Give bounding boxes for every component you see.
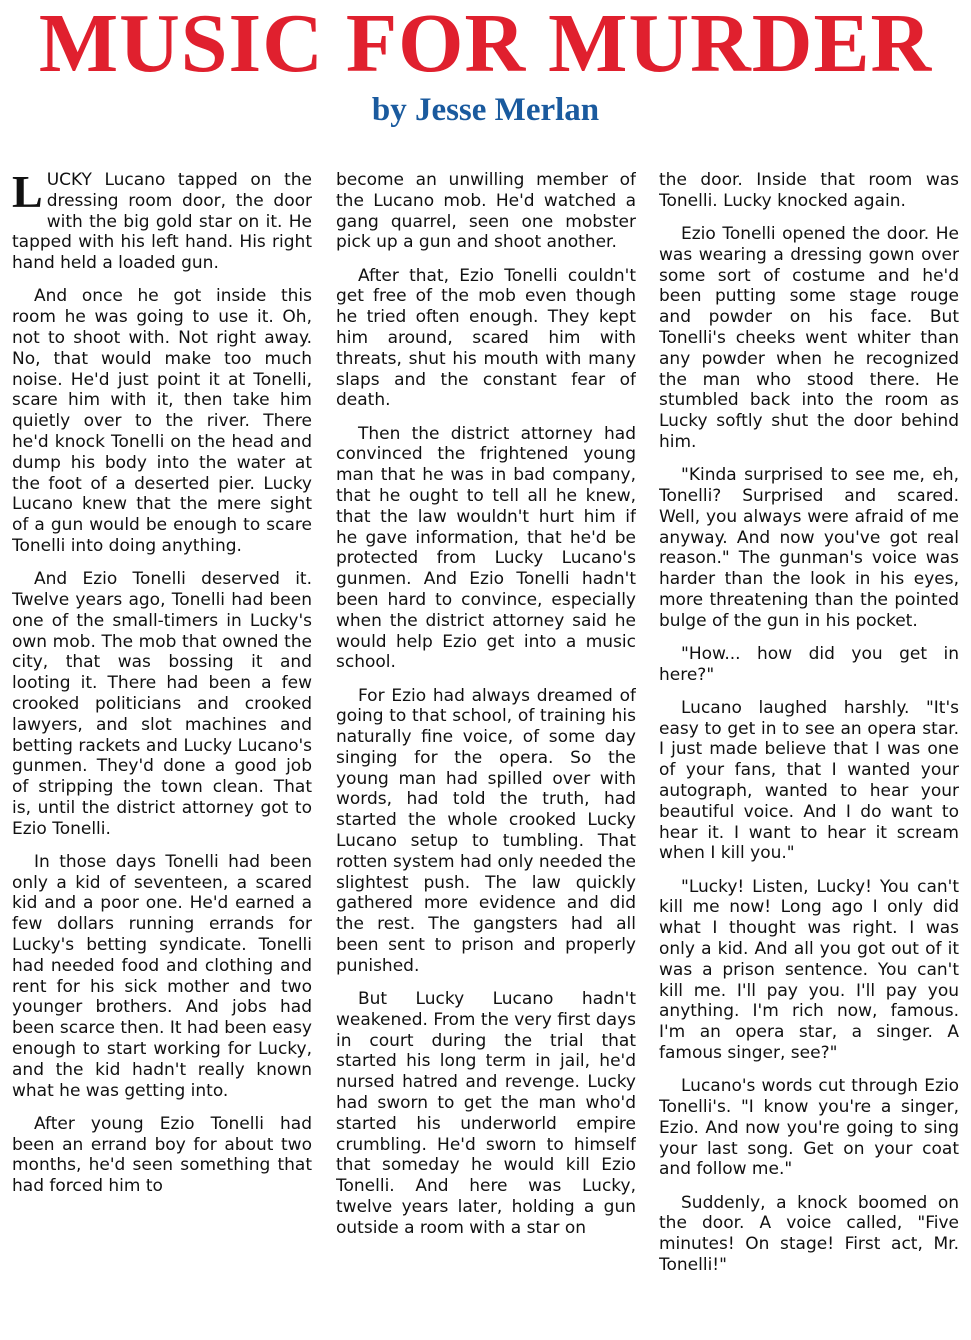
paragraph: But Lucky Lucano hadn't weakened. From the very first days in court during the trial that started his long term in jail, he'd nursed hatred and revenge. Lucky had sworn to get the man who'd started his underworld empire crumbling. He'd sworn to himself that someday he would kill Ezio Tonelli. And here was Lucky, twelve years later, holding a gun outside a room with a star on bbox=[336, 989, 636, 1238]
paragraph: And once he got inside this room he was going to use it. Oh, not to shoot with. Not right away. No, that would make too much noise. He'd just point it at Tonelli, scare him with it, then take him quietly over to the river. There he'd knock Tonelli on the head and dump his body into the water at the foot of a deserted pier. Lucky Lucano knew that the mere sight of a gun would be enough to scare Tonelli into doing anything. bbox=[12, 286, 312, 556]
paragraph: Then the district attorney had convinced the frightened young man that he was in bad company, that he ought to tell all he knew, that the law wouldn't hurt him if he gave information, that he'd be protected from Lucky Lucano's gunmen. And Ezio Tonelli hadn't been hard to convince, especially when the district attorney said he would help Ezio get into a music school. bbox=[336, 423, 636, 673]
drop-cap: L bbox=[12, 170, 43, 217]
text-column-1 bbox=[12, 170, 312, 1336]
paragraph: "How... how did you get in here?" bbox=[659, 643, 959, 685]
paragraph: And Ezio Tonelli deserved it. Twelve years ago, Tonelli had been one of the small-timers in Lucky's own mob. The mob that owned the city, that was bossing it and looting it. There had been a few crooked politicians and crooked lawyers, and slot machines and betting rackets and Lucky Lucano's gunmen. They'd done a good job of stripping the town clean. That is, until the district attorney got to Ezio Tonelli. bbox=[12, 569, 312, 839]
paragraph: In those days Tonelli had been only a kid of seventeen, a scared kid and a poor one. He'd earned a few dollars running errands for Lucky's betting syndicate. Tonelli had needed food and clothing and rent for his sick mother and two younger brothers. And jobs had been scarce then. It had been easy enough to start working for Lucky, and the kid hadn't really known what he was getting into. bbox=[12, 851, 312, 1101]
story-title: MUSIC FOR MURDER bbox=[38, 0, 933, 90]
text-column-2 bbox=[336, 170, 636, 1336]
paragraph: "Kinda surprised to see me, eh, Tonelli? Surprised and scared. Well, you always were afraid of me anyway. And now you've got real reason." The gunman's voice was harder than the look in his eyes, more threatening than the pointed bulge of the gun in his pocket. bbox=[659, 465, 959, 631]
paragraph: After that, Ezio Tonelli couldn't get free of the mob even though he tried often enough. They kept him around, scared him with threats, shut his mouth with many slaps and the constant fear of death. bbox=[336, 265, 636, 411]
paragraph: become an unwilling member of the Lucano mob. He'd watched a gang quarrel, seen one mobster pick up a gun and shoot another. bbox=[336, 170, 636, 253]
paragraph: "Lucky! Listen, Lucky! You can't kill me now! Long ago I only did what I thought was right. I was only a kid. And all you got out of it was a prison sentence. You can't kill me. I'll pay you. I'll pay you anything. I'm rich now, famous. I'm an opera star, a singer. A famous singer, see?" bbox=[659, 876, 959, 1064]
story-byline: by Jesse Merlan bbox=[371, 92, 600, 128]
paragraph: Ezio Tonelli opened the door. He was wearing a dressing gown over some sort of costume and he'd been putting some stage rouge and powder on his face. But Tonelli's cheeks went whiter than any powder when he recognized the man who stood there. He stumbled back into the room as Lucky softly shut the door behind him. bbox=[659, 223, 959, 452]
paragraph: Lucano's words cut through Ezio Tonelli's. "I know you're a singer, Ezio. And now you're going to sing your last song. Get on your coat and follow me." bbox=[659, 1076, 959, 1180]
paragraph: the door. Inside that room was Tonelli. Lucky knocked again. bbox=[659, 170, 959, 211]
paragraph: LUCKY Lucano tapped on the dressing room door, the door with the big gold star on it. He tapped with his left hand. His right hand held a loaded gun. bbox=[12, 170, 312, 274]
paragraph: Suddenly, a knock boomed on the door. A voice called, "Five minutes! On stage! First act, Mr. Tonelli!" bbox=[659, 1192, 959, 1275]
text-column-3 bbox=[659, 170, 959, 1336]
paragraph: After young Ezio Tonelli had been an errand boy for about two months, he'd seen something that had forced him to bbox=[12, 1113, 312, 1197]
paragraph: For Ezio had always dreamed of going to that school, of training his naturally fine voice, of some day singing for the opera. So the young man had spilled over with words, had told the truth, had started the whole crooked Lucky Lucano setup to tumbling. That rotten system had only needed the slightest push. The law quickly gathered more evidence and did the rest. The gangsters had all been sent to prison and properly punished. bbox=[336, 685, 636, 976]
paragraph: Lucano laughed harshly. "It's easy to get in to see an opera star. I just made believe that I was one of your fans, that I wanted your autograph, wanted to hear your beautiful voice. And I do want to hear it. I want to hear it scream when I kill you." bbox=[659, 697, 959, 864]
